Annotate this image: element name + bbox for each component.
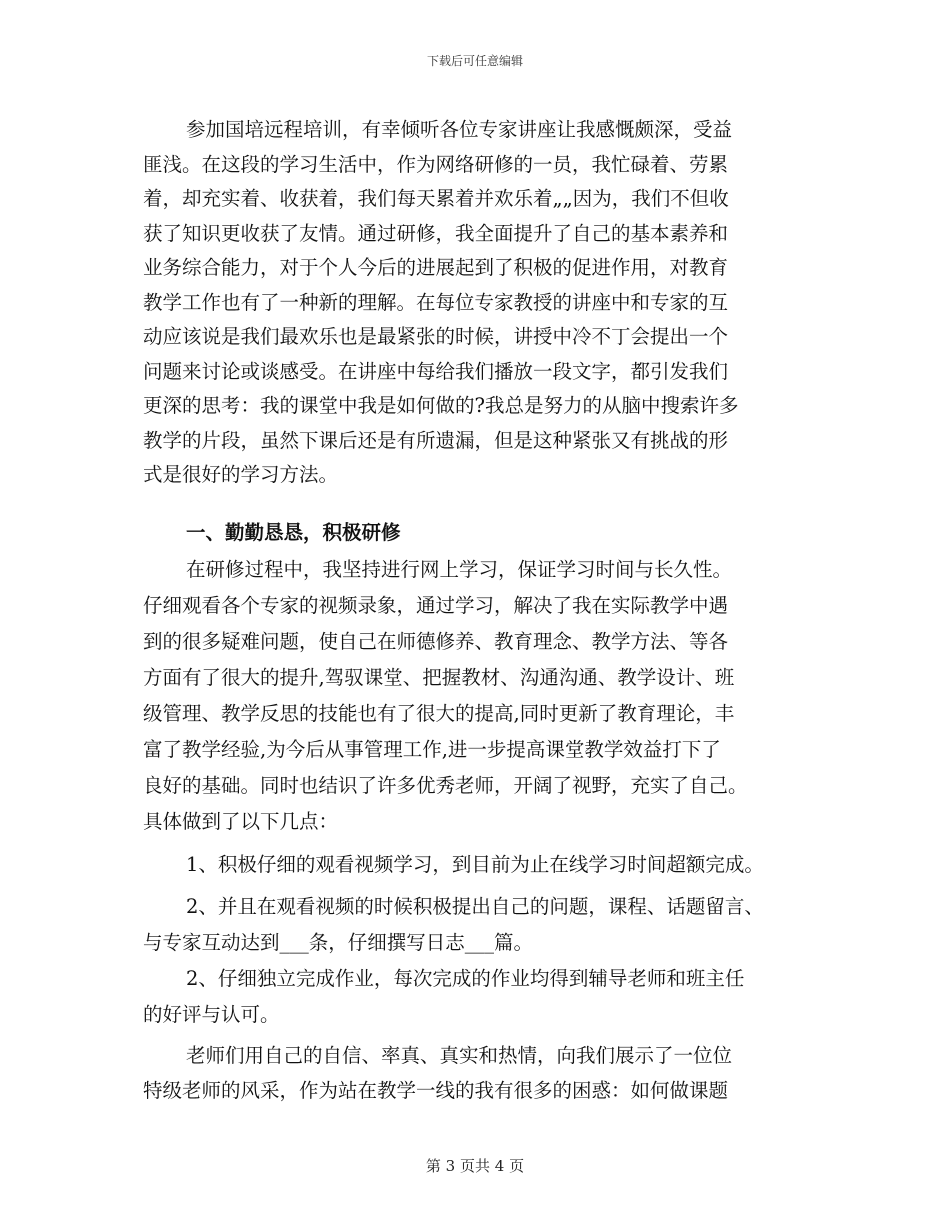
body-line: 具体做到了以下几点：	[143, 810, 339, 833]
body-line: 富了教学经验,为今后从事管理工作,进一步提高课堂教学效益打下了	[143, 738, 721, 761]
body-line: 式是很好的学习方法。	[143, 463, 339, 486]
body-line: 参加国培远程培训，有幸倾听各位专家讲座让我感慨颇深，受益	[186, 118, 733, 141]
section-heading: 一、勤勤恳恳，积极研修	[186, 521, 401, 544]
body-line: 教学的片段，虽然下课后还是有所遗漏，但是这种紧张又有挑战的形	[143, 429, 729, 452]
list-item: 2、并且在观看视频的时候积极提出自己的问题，课程、话题留言、	[186, 895, 764, 918]
body-line: 获了知识更收获了友情。通过研修，我全面提升了自己的基本素养和	[143, 222, 729, 245]
page-header: 下载后可任意编辑	[426, 54, 523, 68]
body-line: 级管理、教学反思的技能也有了很大的提高,同时更新了教育理论，丰	[143, 702, 735, 725]
body-line: 着，却充实着、收获着，我们每天累着并欢乐着„„因为，我们不但收	[143, 187, 729, 210]
body-line: 教学工作也有了一种新的理解。在每位专家教授的讲座中和专家的互	[143, 291, 729, 314]
body-line: 业务综合能力，对于个人今后的进展起到了积极的促进作用，对教育	[143, 256, 729, 279]
body-line: 老师们用自己的自信、率真、真实和热情，向我们展示了一位位	[186, 1044, 733, 1067]
body-line: 更深的思考：我的课堂中我是如何做的?我总是努力的从脑中搜索许多	[143, 394, 739, 417]
body-line: 方面有了很大的提升,驾驭课堂、把握教材、沟通沟通、教学设计、班	[143, 666, 735, 689]
list-item: 1、积极仔细的观看视频学习，到目前为止在线学习时间超额完成。	[186, 853, 764, 876]
body-line: 到的很多疑难问题，使自己在师德修养、教育理念、教学方法、等各	[143, 630, 729, 653]
list-item: 2、仔细独立完成作业，每次完成的作业均得到辅导老师和班主任	[186, 967, 745, 990]
body-line: 动应该说是我们最欢乐也是最紧张的时候，讲授中冷不丁会提出一个	[143, 325, 729, 348]
body-line: 特级老师的风采，作为站在教学一线的我有很多的困惑：如何做课题	[143, 1079, 729, 1102]
page-footer: 第 3 页共 4 页	[425, 1157, 525, 1175]
body-line: 良好的基础。同时也结识了许多优秀老师，开阔了视野，充实了自己。	[143, 774, 748, 797]
body-line: 在研修过程中，我坚持进行网上学习，保证学习时间与长久性。	[186, 558, 733, 581]
body-line: 问题来讨论或谈感受。在讲座中每给我们播放一段文字，都引发我们	[143, 360, 729, 383]
body-line: 与专家互动达到___条，仔细撰写日志___篇。	[143, 931, 534, 954]
body-line: 匪浅。在这段的学习生活中，作为网络研修的一员，我忙碌着、劳累	[143, 153, 729, 176]
body-line: 仔细观看各个专家的视频录象，通过学习，解决了我在实际教学中遇	[143, 594, 729, 617]
body-line: 的好评与认可。	[143, 1003, 280, 1026]
